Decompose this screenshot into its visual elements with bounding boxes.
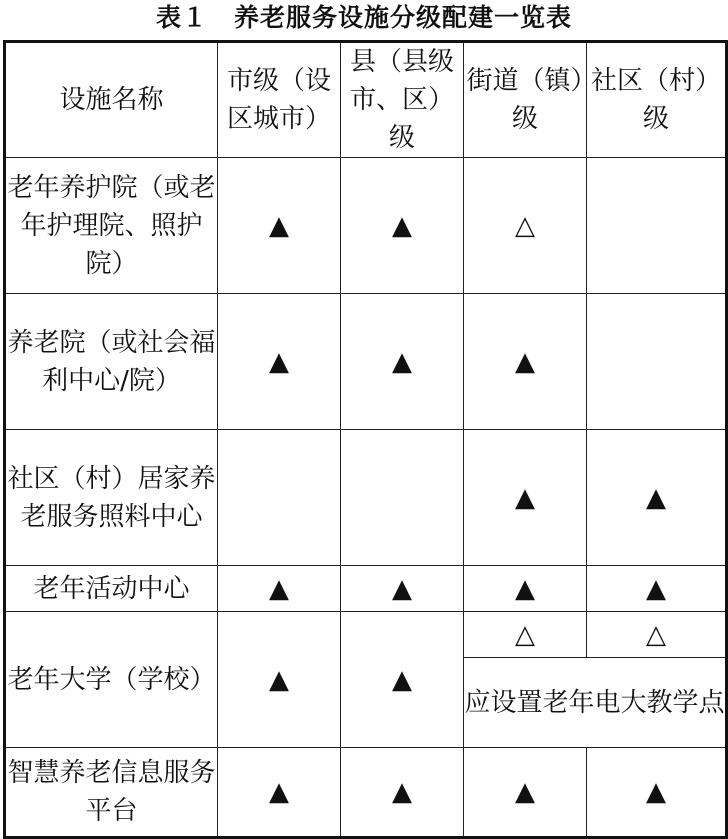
mark-cell xyxy=(341,158,464,294)
mark-cell xyxy=(464,748,587,838)
table-row xyxy=(5,430,727,566)
mark-cell xyxy=(218,612,341,748)
solid-triangle-icon: ▲ xyxy=(269,573,289,604)
header-city-level: 市级（设区城市） xyxy=(218,42,341,158)
mark-cell xyxy=(587,748,727,838)
mark-cell xyxy=(464,612,587,658)
table-row xyxy=(5,158,727,294)
solid-triangle-icon: ▲ xyxy=(269,664,289,695)
table-row xyxy=(5,566,727,612)
solid-triangle-icon: ▲ xyxy=(269,346,289,377)
solid-triangle-icon: ▲ xyxy=(392,777,412,807)
hollow-triangle-icon: △ xyxy=(515,619,535,650)
mark-cell xyxy=(464,566,587,612)
facility-name: 养老院（或社会福利中心/院） xyxy=(5,294,218,430)
mark-cell xyxy=(218,294,341,430)
solid-triangle-icon: ▲ xyxy=(392,346,412,377)
solid-triangle-icon: ▲ xyxy=(515,777,535,807)
mark-cell xyxy=(341,430,464,566)
header-community-level: 社区（村）级 xyxy=(587,42,727,158)
solid-triangle-icon: ▲ xyxy=(515,346,535,377)
hollow-triangle-icon: △ xyxy=(515,210,535,241)
facility-name: 老年大学（学校） xyxy=(5,612,218,748)
solid-triangle-icon: ▲ xyxy=(515,482,535,513)
table-row xyxy=(5,294,727,430)
facility-name: 智慧养老信息服务平台 xyxy=(5,748,218,838)
mark-cell xyxy=(587,158,727,294)
facility-table xyxy=(3,40,728,839)
table-title: 表１ 养老服务设施分级配建一览表 xyxy=(155,3,572,32)
solid-triangle-icon: ▲ xyxy=(269,210,289,241)
solid-triangle-icon: ▲ xyxy=(646,573,666,604)
mark-cell xyxy=(587,612,727,658)
header-street-level: 街道（镇）级 xyxy=(464,42,587,158)
table-row xyxy=(5,748,727,838)
solid-triangle-icon: ▲ xyxy=(515,573,535,604)
mark-cell xyxy=(587,294,727,430)
header-row xyxy=(5,42,727,158)
hollow-triangle-icon: △ xyxy=(646,619,666,650)
mark-cell xyxy=(341,748,464,838)
solid-triangle-icon: ▲ xyxy=(392,664,412,695)
mark-cell xyxy=(218,566,341,612)
facility-name: 社区（村）居家养老服务照料中心 xyxy=(5,430,218,566)
mark-cell xyxy=(587,430,727,566)
header-county-level: 县（县级市、区）级 xyxy=(341,42,464,158)
solid-triangle-icon: ▲ xyxy=(646,777,666,807)
solid-triangle-icon: ▲ xyxy=(646,482,666,513)
header-facility-name: 设施名称 xyxy=(5,42,218,158)
mark-cell xyxy=(218,430,341,566)
solid-triangle-icon: ▲ xyxy=(269,777,289,807)
mark-cell xyxy=(341,294,464,430)
mark-cell xyxy=(587,566,727,612)
mark-cell xyxy=(464,430,587,566)
solid-triangle-icon: ▲ xyxy=(392,573,412,604)
mark-cell xyxy=(341,612,464,748)
mark-cell xyxy=(218,748,341,838)
facility-name: 老年养护院（或老年护理院、照护院） xyxy=(5,158,218,294)
solid-triangle-icon: ▲ xyxy=(392,210,412,241)
mark-cell xyxy=(464,294,587,430)
facility-name: 老年活动中心 xyxy=(5,566,218,612)
mark-cell xyxy=(218,158,341,294)
mark-cell xyxy=(341,566,464,612)
university-note: 应设置老年电大教学点 xyxy=(464,658,727,748)
table-row xyxy=(5,612,727,658)
mark-cell xyxy=(464,158,587,294)
